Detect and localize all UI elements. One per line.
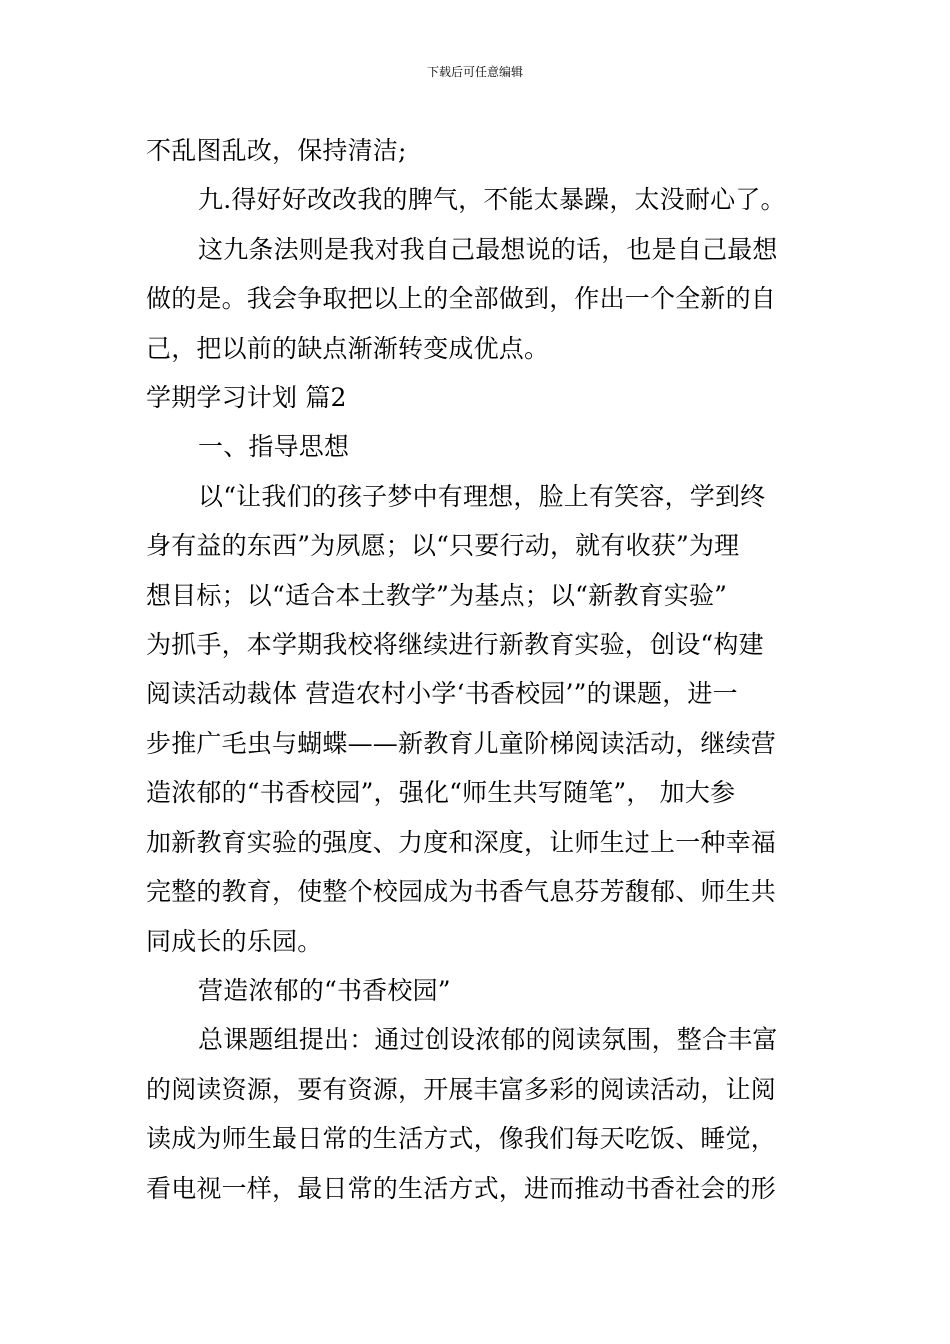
section-heading: 一、指导思想 [198, 432, 350, 462]
text-line: 以“让我们的孩子梦中有理想，脸上有笑容，学到终 [198, 481, 766, 511]
document-body [146, 126, 806, 1213]
text-line: 阅读活动裁体 营造农村小学‘书香校园’”的课题，进一 [146, 679, 738, 709]
text-line: 读成为师生最日常的生活方式，像我们每天吃饭、睡觉， [146, 1124, 777, 1154]
text-line: 完整的教育，使整个校园成为书香气息芬芳馥郁、师生共 [146, 877, 777, 907]
text-line: 不乱图乱改，保持清洁; [146, 136, 407, 165]
text-line: 的阅读资源，要有资源，开展丰富多彩的阅读活动，让阅 [146, 1074, 777, 1104]
text-line: 总课题组提出：通过创设浓郁的阅读氛围，整合丰富 [198, 1025, 778, 1055]
text-line: 看电视一样，最日常的生活方式，进而推动书香社会的形 [146, 1173, 777, 1203]
text-line: 步推广毛虫与蝴蝶——新教育儿童阶梯阅读活动，继续营 [146, 728, 777, 758]
section-title: 学期学习计划 篇2 [146, 383, 347, 413]
subsection-heading: 营造浓郁的“书香校园” [198, 975, 451, 1005]
text-line: 加新教育实验的强度、力度和深度，让师生过上一种幸福 [146, 827, 777, 857]
page-header-note: 下载后可任意编辑 [426, 65, 523, 79]
list-item-nine: 九.得好好改改我的脾气，不能太暴躁，太没耐心了。 [198, 185, 786, 215]
text-line: 这九条法则是我对我自己最想说的话，也是自己最想 [198, 234, 778, 264]
text-line: 做的是。我会争取把以上的全部做到，作出一个全新的自 [146, 284, 777, 314]
text-line: 为抓手，本学期我校将继续进行新教育实验，创设“构建 [146, 630, 764, 660]
text-line: 造浓郁的“书香校园”，强化“师生共写随笔”， 加大参 [146, 778, 736, 808]
text-line: 己，把以前的缺点渐渐转变成优点。 [146, 333, 550, 363]
text-line: 同成长的乐园。 [146, 926, 323, 956]
text-line: 想目标；以“适合本土教学”为基点；以“新教育实验” [146, 580, 728, 610]
text-line: 身有益的东西”为夙愿；以“只要行动，就有收获”为理 [146, 531, 740, 561]
